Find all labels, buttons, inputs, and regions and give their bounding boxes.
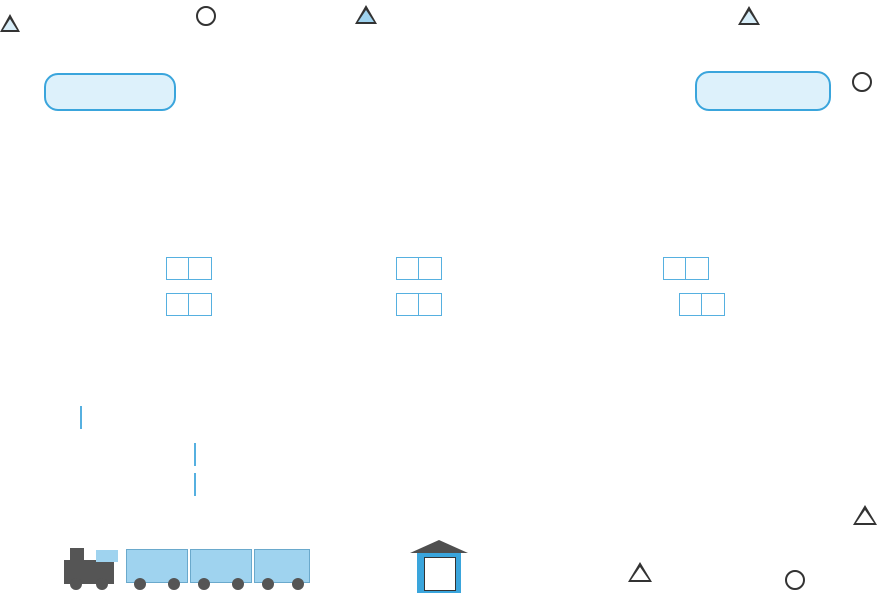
triangle-decoration-fill — [631, 567, 649, 580]
wheel-icon — [134, 578, 146, 590]
answer-box[interactable] — [166, 257, 212, 280]
answer-grid-row-1[interactable] — [194, 443, 196, 466]
answer-box[interactable] — [396, 293, 442, 316]
wheel-icon — [96, 578, 108, 590]
page-number — [424, 557, 456, 591]
answer-box[interactable] — [663, 257, 709, 280]
card-label — [44, 73, 176, 111]
answer-box[interactable] — [166, 293, 212, 316]
page-number-roof — [410, 540, 468, 553]
train-car — [126, 549, 188, 583]
triangle-decoration-fill — [856, 510, 874, 523]
triangle-decoration-fill — [3, 19, 17, 30]
circle-decoration — [785, 570, 805, 590]
wheel-icon — [168, 578, 180, 590]
wheel-icon — [70, 578, 82, 590]
wheel-icon — [232, 578, 244, 590]
circle-decoration — [852, 72, 872, 92]
locomotive-chimney — [70, 548, 84, 562]
wheel-icon — [292, 578, 304, 590]
answer-box[interactable] — [396, 257, 442, 280]
triangle-decoration-fill — [358, 10, 374, 22]
solution-grid[interactable] — [80, 406, 82, 429]
train-car — [190, 549, 252, 583]
wheel-icon — [198, 578, 210, 590]
variant-label — [695, 71, 831, 111]
circle-decoration — [196, 6, 216, 26]
triangle-decoration-fill — [741, 11, 757, 23]
answer-box[interactable] — [679, 293, 725, 316]
wheel-icon — [262, 578, 274, 590]
locomotive-cab — [96, 550, 118, 562]
train-car — [254, 549, 310, 583]
answer-grid-row-2[interactable] — [194, 473, 196, 496]
